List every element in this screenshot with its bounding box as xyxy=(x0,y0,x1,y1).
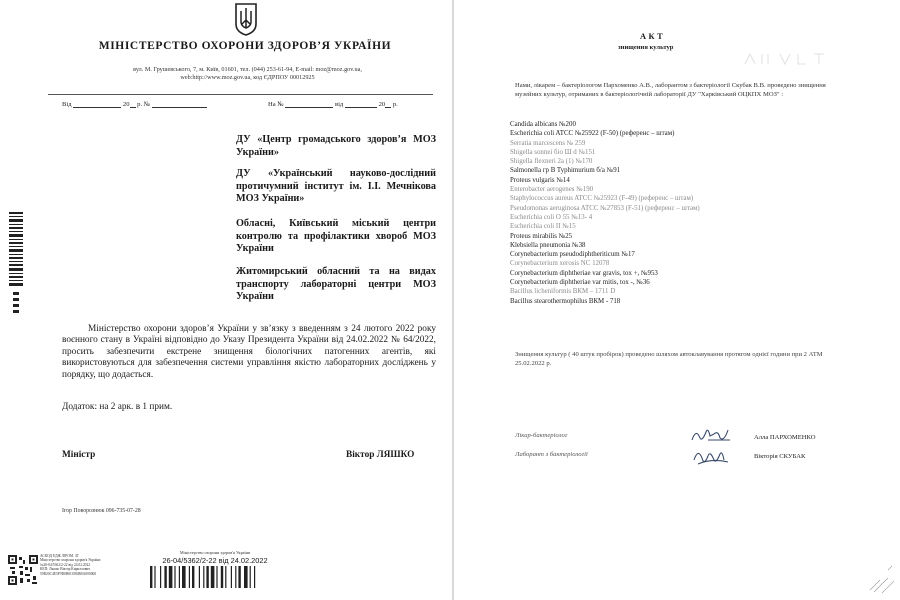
culture-item: Shigella flexneri 2a (1) №170 xyxy=(510,158,593,166)
handwritten-signature-icon xyxy=(688,446,736,468)
reg-year-suffix: р. № xyxy=(137,101,151,108)
culture-item: Pseudomonas aeruginosa ATCC №27853 (F-51) (референс – штам) xyxy=(510,204,700,212)
stamp-line: АСКОД ЕДЖ ЛІРОМ. ЗГ xyxy=(40,554,79,558)
ministry-title: МІНІСТЕРСТВО ОХОРОНИ ЗДОРОВ’Я УКРАЇНИ xyxy=(98,40,392,52)
reg-to-year-blank xyxy=(385,101,391,108)
culture-item: Enterobacter aerogenes №190 xyxy=(510,186,594,194)
reg-to-number-blank xyxy=(285,101,333,108)
culture-item: Bacillus stearothermophilus ВКМ - 718 xyxy=(510,297,621,305)
qr-code-icon xyxy=(8,555,38,585)
culture-item: Escherichia coli O 55 №13- 4 xyxy=(510,213,593,221)
destruction-note: Знищення культур ( 40 штук пробірок) проведено шляхом автоклавування протягом однієї години при 2 АТМ 25.02.2022 р. xyxy=(515,351,823,367)
signatory-role: Міністр xyxy=(62,450,96,460)
culture-item: Klebsiella pneumonia №38 xyxy=(510,241,586,249)
reg-year-label: 20 xyxy=(122,101,130,108)
culture-item: Proteus vulgaris №14 xyxy=(510,176,570,184)
reg-to-year-label: 20 xyxy=(378,101,386,108)
electronic-signature-stamp xyxy=(40,554,145,576)
culture-item: Corynebacterium pseudodiphtheriticum №17 xyxy=(510,251,635,259)
culture-item: Escherichia coli ATCC №25922 (F-50) (референс – штам) xyxy=(510,130,675,138)
culture-item: Shigella sonnei біо Ш d №151 xyxy=(510,148,596,156)
reg-year-blank xyxy=(130,101,136,108)
side-barcode-icon xyxy=(9,212,23,320)
handwritten-signature-icon xyxy=(688,424,736,446)
signer-name: Вікторія СКУБАК xyxy=(754,453,806,460)
registration-barcode-icon xyxy=(150,566,280,588)
address-line: вул. М. Грушевського, 7, м. Київ, 01601, тел. (044) 253-61-94, E-mail: moz@moz.gov.ua, xyxy=(133,66,362,73)
culture-item: Corynebacterium diphtheriae var mitis, tox -, №36 xyxy=(510,279,650,287)
attachment-note: Додаток: на 2 арк. в 1 прим. xyxy=(62,402,173,412)
trident-emblem-icon xyxy=(233,2,259,36)
header-rule xyxy=(48,94,433,95)
reg-to-year-suffix: р. xyxy=(392,101,398,108)
act-intro: Нами, лікарем – бактеріологом Пархоменко А.В., лаборантом з бактеріології Скубак В.В. проведено знищення музейних культур, отриманих в бактеріологічній лабораторії ДУ "Харківський ОЦКПХ МОЗ" : xyxy=(515,82,826,98)
registration-number: 26-04/5362/2-22 від 24.02.2022 xyxy=(162,556,268,565)
bleed-through-mark-icon xyxy=(740,52,840,66)
reg-to-date-label: від xyxy=(334,101,344,108)
stamp-line: КЕП: Ляшко Віктор Кириллович xyxy=(40,567,91,572)
scan-artifact-icon xyxy=(868,560,896,594)
act-title: АКТ xyxy=(640,32,666,41)
executor-contact: Ігор Поворознюк 096-735-07-28 xyxy=(62,508,141,514)
culture-item: Corynebacterium xerosis NC 12078 xyxy=(510,260,610,268)
reg-date-blank xyxy=(73,101,121,108)
addressee: Житомирський обласний та на видах транспорту лабораторні центри МОЗ України xyxy=(236,266,436,303)
culture-item: Candida albicans №200 xyxy=(510,121,576,128)
signer-role: Лаборант з бактеріології xyxy=(515,451,588,458)
address-line: web:http://www.moz.gov.ua, код ЄДРПОУ 00012925 xyxy=(180,74,315,81)
addressee: Обласні, Київський міський центри контролю та профілактики хвороб МОЗ України xyxy=(236,218,436,255)
reg-to-label: На № xyxy=(268,101,284,108)
outgoing-registration-line xyxy=(62,101,207,108)
ministry-address xyxy=(80,66,415,82)
stamp-line: 59B20C4E5F9D0B0C0B0B0A000000 xyxy=(40,571,97,576)
signatory-name: Віктор ЛЯШКО xyxy=(346,450,415,460)
culture-item: Salmonella гр B Typhimurium б/а №91 xyxy=(510,167,621,175)
culture-item: Serratia marcescens № 259 xyxy=(510,139,586,147)
culture-item: Staphylococcus aureus ATCC №25923 (F-49) (референс – штам) xyxy=(510,195,694,203)
addressee: ДУ «Український науково-дослідний протичумний інститут ім. І.І. Мечнікова МОЗ України» xyxy=(236,168,436,205)
reg-to-date-blank xyxy=(345,101,377,108)
act-subtitle: знищення культур xyxy=(618,44,674,51)
reg-from-label: Від xyxy=(62,101,72,108)
reg-number-blank xyxy=(152,101,207,108)
addressee: ДУ «Центр громадського здоров’я МОЗ України» xyxy=(236,134,436,158)
registration-stamp-header: Міністерство охорони здоров'я України xyxy=(179,550,251,555)
stamp-line: №26-04/5362/2-22 від 24.02.2022 xyxy=(40,562,91,567)
incoming-registration-line xyxy=(268,101,398,108)
registration-stamp xyxy=(150,550,280,588)
signer-name: Алла ПАРХОМЕНКО xyxy=(754,434,816,441)
culture-list xyxy=(510,120,810,306)
page-divider xyxy=(452,0,454,600)
stamp-line: Міністерство охорони здоров'я України xyxy=(40,558,101,563)
culture-item: Escherichia coli II №15 xyxy=(510,223,576,231)
letter-body: Міністерство охорони здоров’я України у зв’язку з введенням з 24 лютого 2022 року воєнного стану в Україні відповідно до Указу Президента України від 24.02.2022 № 64/2022, просить забезпечити екстрене знищення біологічних патогенних агентів, які використовуються для забезпечення системи управління якістю лабораторних досліджень у порядку, що додається. xyxy=(62,324,436,380)
culture-item: Proteus mirabilis №25 xyxy=(510,232,573,240)
culture-item: Corynebacterium diphtheriae var gravis, tox +, №953 xyxy=(510,269,658,277)
culture-item: Bacillus licheniformis ВКМ – 1711 D xyxy=(510,288,616,296)
signer-role: Лікар-бактеріолог xyxy=(515,432,568,439)
